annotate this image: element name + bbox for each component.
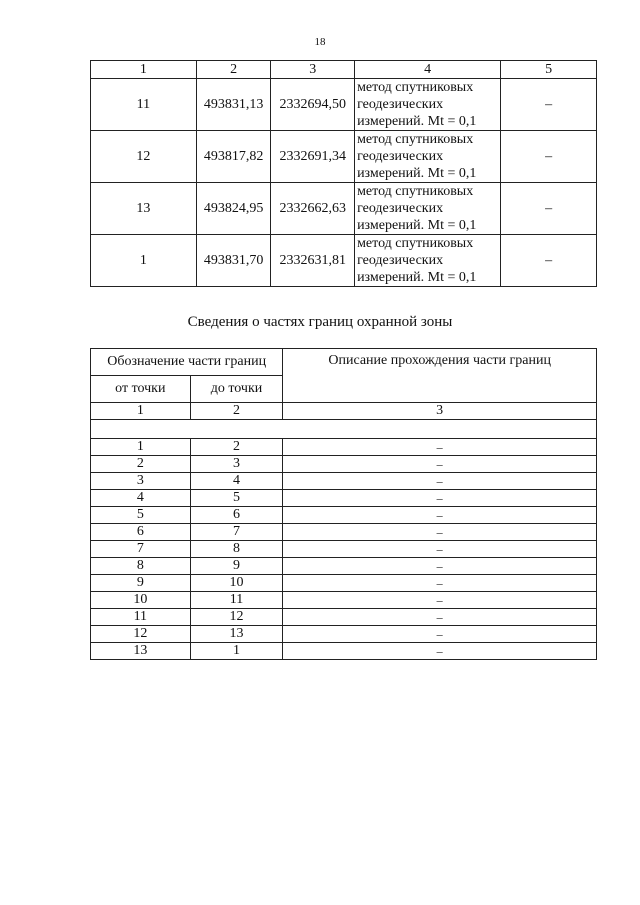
method-line: измерений. Mt = 0,1 bbox=[357, 218, 477, 233]
from-cell: 7 bbox=[91, 541, 191, 558]
table-row bbox=[91, 575, 597, 592]
point-cell: 11 bbox=[91, 79, 197, 131]
note-cell: – bbox=[501, 183, 597, 235]
to-cell: 2 bbox=[190, 439, 283, 456]
from-cell: 13 bbox=[91, 643, 191, 660]
table-row bbox=[91, 626, 597, 643]
col-header-3: 3 bbox=[271, 61, 355, 79]
from-cell: 9 bbox=[91, 575, 191, 592]
section-title: Сведения о частях границ охранной зоны bbox=[187, 314, 453, 330]
to-cell: 10 bbox=[190, 575, 283, 592]
from-cell: 8 bbox=[91, 558, 191, 575]
y-cell: 2332694,50 bbox=[271, 79, 355, 131]
desc-cell: – bbox=[283, 592, 597, 609]
to-cell: 7 bbox=[190, 524, 283, 541]
method-line: геодезических bbox=[357, 253, 444, 268]
y-cell: 2332631,81 bbox=[271, 235, 355, 287]
from-cell: 5 bbox=[91, 507, 191, 524]
to-cell: 6 bbox=[190, 507, 283, 524]
note-cell: – bbox=[501, 131, 597, 183]
to-cell: 4 bbox=[190, 473, 283, 490]
table-row bbox=[91, 541, 597, 558]
method-line: метод спутниковых bbox=[357, 236, 474, 251]
col-header-4: 4 bbox=[355, 61, 501, 79]
desc-cell: – bbox=[283, 558, 597, 575]
to-cell: 3 bbox=[190, 456, 283, 473]
table-row bbox=[91, 643, 597, 660]
table-row bbox=[91, 456, 597, 473]
desc-cell: – bbox=[283, 439, 597, 456]
desc-cell: – bbox=[283, 490, 597, 507]
to-cell: 5 bbox=[190, 490, 283, 507]
col-number-1: 1 bbox=[91, 403, 191, 420]
to-cell: 13 bbox=[190, 626, 283, 643]
y-cell: 2332662,63 bbox=[271, 183, 355, 235]
col-number-3: 3 bbox=[283, 403, 597, 420]
method-line: геодезических bbox=[357, 149, 444, 164]
parts-number-row bbox=[91, 403, 597, 420]
point-cell: 12 bbox=[91, 131, 197, 183]
note-cell: – bbox=[501, 79, 597, 131]
point-cell: 13 bbox=[91, 183, 197, 235]
table-row bbox=[91, 592, 597, 609]
to-point-header: до точки bbox=[190, 376, 283, 403]
table-row bbox=[91, 473, 597, 490]
table-row bbox=[91, 131, 597, 183]
to-cell: 8 bbox=[190, 541, 283, 558]
boundary-designation-header: Обозначение части границ bbox=[91, 349, 283, 376]
desc-cell: – bbox=[283, 541, 597, 558]
table-row bbox=[91, 507, 597, 524]
desc-cell: – bbox=[283, 643, 597, 660]
to-cell: 12 bbox=[190, 609, 283, 626]
method-cell bbox=[355, 79, 501, 131]
table-row bbox=[91, 490, 597, 507]
from-cell: 10 bbox=[91, 592, 191, 609]
method-line: геодезических bbox=[357, 201, 444, 216]
x-cell: 493824,95 bbox=[196, 183, 271, 235]
x-cell: 493831,13 bbox=[196, 79, 271, 131]
from-cell: 4 bbox=[91, 490, 191, 507]
method-line: измерений. Mt = 0,1 bbox=[357, 166, 477, 181]
to-cell: 9 bbox=[190, 558, 283, 575]
table-row bbox=[91, 609, 597, 626]
col-header-5: 5 bbox=[501, 61, 597, 79]
x-cell: 493831,70 bbox=[196, 235, 271, 287]
boundary-parts-table bbox=[90, 348, 597, 660]
table-row bbox=[91, 235, 597, 287]
desc-cell: – bbox=[283, 473, 597, 490]
page-number: 18 bbox=[314, 36, 326, 48]
from-cell: 3 bbox=[91, 473, 191, 490]
from-point-header: от точки bbox=[91, 376, 191, 403]
x-cell: 493817,82 bbox=[196, 131, 271, 183]
desc-cell: – bbox=[283, 626, 597, 643]
desc-cell: – bbox=[283, 524, 597, 541]
blank-row bbox=[91, 420, 597, 439]
table-row bbox=[91, 558, 597, 575]
blank-cell bbox=[91, 420, 597, 439]
desc-cell: – bbox=[283, 507, 597, 524]
boundary-description-header: Описание прохождения части границ bbox=[283, 349, 597, 403]
table-row bbox=[91, 439, 597, 456]
method-line: измерений. Mt = 0,1 bbox=[357, 270, 477, 285]
desc-cell: – bbox=[283, 456, 597, 473]
to-cell: 1 bbox=[190, 643, 283, 660]
method-line: геодезических bbox=[357, 97, 444, 112]
coordinates-table bbox=[90, 60, 597, 287]
from-cell: 11 bbox=[91, 609, 191, 626]
from-cell: 12 bbox=[91, 626, 191, 643]
point-cell: 1 bbox=[91, 235, 197, 287]
table-row bbox=[91, 79, 597, 131]
note-cell: – bbox=[501, 235, 597, 287]
method-line: метод спутниковых bbox=[357, 132, 474, 147]
method-cell bbox=[355, 131, 501, 183]
from-cell: 2 bbox=[91, 456, 191, 473]
col-number-2: 2 bbox=[190, 403, 283, 420]
table-row bbox=[91, 524, 597, 541]
table-row bbox=[91, 183, 597, 235]
desc-cell: – bbox=[283, 609, 597, 626]
method-cell bbox=[355, 235, 501, 287]
method-line: метод спутниковых bbox=[357, 80, 474, 95]
desc-cell: – bbox=[283, 575, 597, 592]
to-cell: 11 bbox=[190, 592, 283, 609]
y-cell: 2332691,34 bbox=[271, 131, 355, 183]
col-header-2: 2 bbox=[196, 61, 271, 79]
from-cell: 1 bbox=[91, 439, 191, 456]
method-cell bbox=[355, 183, 501, 235]
col-header-1: 1 bbox=[91, 61, 197, 79]
method-line: метод спутниковых bbox=[357, 184, 474, 199]
from-cell: 6 bbox=[91, 524, 191, 541]
method-line: измерений. Mt = 0,1 bbox=[357, 114, 477, 129]
coordinates-header-row bbox=[91, 61, 597, 79]
parts-header-row bbox=[91, 349, 597, 376]
